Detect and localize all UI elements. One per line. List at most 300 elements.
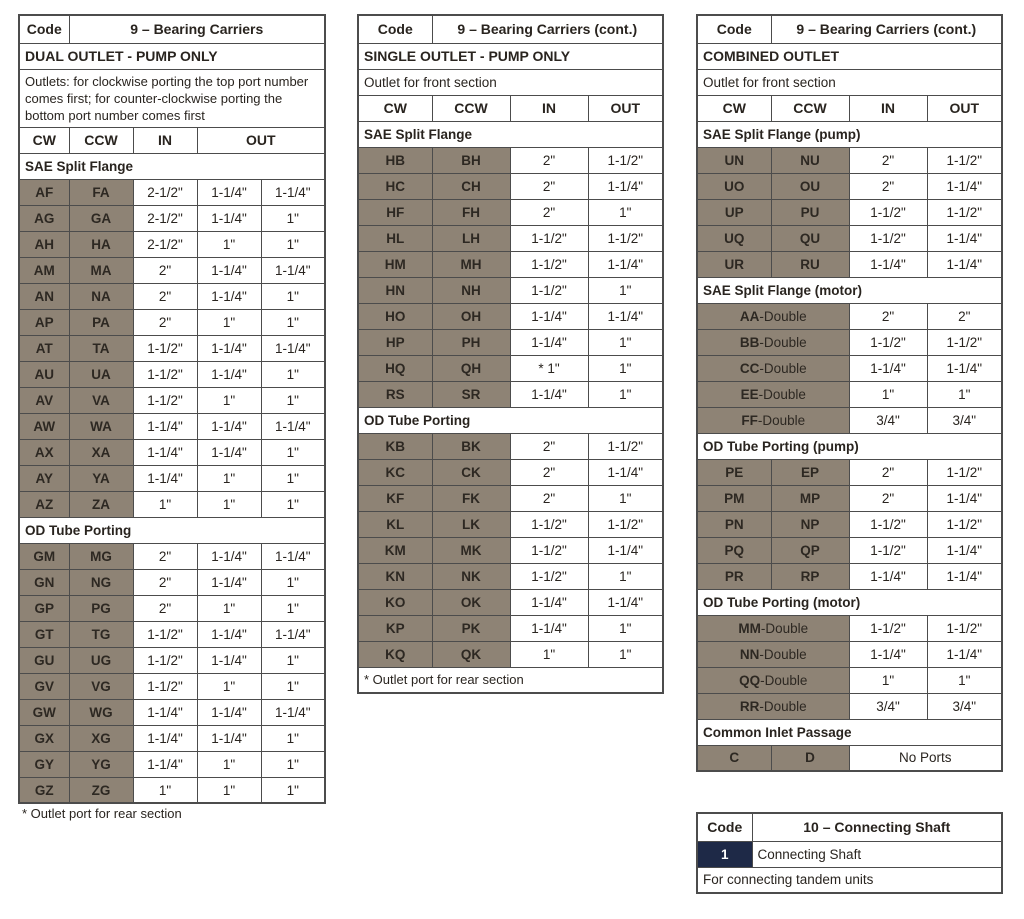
column-header-ccw: CCW	[69, 127, 133, 153]
table-row	[358, 199, 663, 225]
section-header-row	[697, 719, 1002, 745]
value-cell-in: 1"	[510, 641, 588, 667]
column-header-ccw: CCW	[432, 95, 510, 121]
table-row	[358, 225, 663, 251]
value-cell-in: 2"	[849, 173, 927, 199]
code-cell-ccw: VG	[69, 673, 133, 699]
code-cell-double: FF-Double	[697, 407, 849, 433]
table-row	[697, 459, 1002, 485]
value-cell-in: 1-1/2"	[510, 277, 588, 303]
value-cell-out: 1-1/2"	[927, 615, 1002, 641]
code-cell-ccw: OK	[432, 589, 510, 615]
value-cell-out: 1-1/2"	[927, 199, 1002, 225]
value-cell-out: 1"	[261, 361, 325, 387]
table-row	[358, 147, 663, 173]
code-cell-ccw: QP	[771, 537, 849, 563]
code-cell-cw: KO	[358, 589, 432, 615]
value-cell-in: 2"	[849, 303, 927, 329]
value-cell-out: 1-1/4"	[197, 543, 261, 569]
section-header: Common Inlet Passage	[697, 719, 1002, 745]
section-header-row	[358, 121, 663, 147]
table-row	[358, 641, 663, 667]
code-cell-cw: GX	[19, 725, 69, 751]
code-cell-cw: AH	[19, 231, 69, 257]
bearing-carriers-dual-outlet-table	[18, 14, 326, 804]
value-cell-out: 1-1/4"	[197, 725, 261, 751]
value-cell-out: 1"	[588, 563, 663, 589]
code-cell-cw: KN	[358, 563, 432, 589]
value-cell-out: 1-1/4"	[197, 257, 261, 283]
value-cell-in: 2"	[133, 309, 197, 335]
value-cell-out: 1"	[197, 309, 261, 335]
value-cell-out: 1"	[588, 199, 663, 225]
code-cell-cw: HN	[358, 277, 432, 303]
value-cell-out: 1-1/4"	[261, 413, 325, 439]
section-header: OD Tube Porting (pump)	[697, 433, 1002, 459]
code-cell-ccw: QH	[432, 355, 510, 381]
code-cell-ccw: CK	[432, 459, 510, 485]
value-cell-out: 1"	[261, 569, 325, 595]
code-cell-cw: GM	[19, 543, 69, 569]
code-cell-double: QQ-Double	[697, 667, 849, 693]
table-row	[697, 381, 1002, 407]
outlet-note: Outlet for front section	[358, 69, 663, 95]
table-row	[358, 329, 663, 355]
value-cell-out: 3/4"	[927, 693, 1002, 719]
table-subtitle-row	[358, 43, 663, 69]
table-row	[19, 491, 325, 517]
value-cell-in: 1-1/2"	[133, 335, 197, 361]
value-cell-out: 1"	[261, 439, 325, 465]
code-cell-cw: AF	[19, 179, 69, 205]
code-cell-cw: AM	[19, 257, 69, 283]
code-cell-cw: GU	[19, 647, 69, 673]
code-cell-cw: UP	[697, 199, 771, 225]
code-cell-ccw: D	[771, 745, 849, 771]
code-cell-cw: HO	[358, 303, 432, 329]
value-cell-out: 1-1/4"	[927, 641, 1002, 667]
code-cell-ccw: NA	[69, 283, 133, 309]
value-cell-in: 1"	[133, 777, 197, 803]
table-row	[697, 329, 1002, 355]
code-cell-cw: AT	[19, 335, 69, 361]
table-row	[19, 335, 325, 361]
value-cell-out: 1-1/4"	[197, 179, 261, 205]
table-row	[19, 179, 325, 205]
dual-table-footnote: * Outlet port for rear section	[22, 806, 182, 821]
value-cell-in: 1-1/2"	[849, 615, 927, 641]
section-header: SAE Split Flange	[358, 121, 663, 147]
code-cell-cw: AW	[19, 413, 69, 439]
value-cell-out: 1"	[588, 615, 663, 641]
value-cell-in: 1-1/2"	[133, 387, 197, 413]
value-cell-out: 1"	[588, 485, 663, 511]
value-cell-out: 1"	[261, 595, 325, 621]
table-footnote: * Outlet port for rear section	[358, 667, 663, 693]
value-cell-out: 1-1/4"	[261, 257, 325, 283]
value-cell-out: 1-1/4"	[588, 589, 663, 615]
value-cell-out: 1"	[197, 491, 261, 517]
table-row	[358, 511, 663, 537]
value-cell-in: 2-1/2"	[133, 231, 197, 257]
code-cell-cw: PN	[697, 511, 771, 537]
code-cell-ccw: ZA	[69, 491, 133, 517]
code-cell-cw: AZ	[19, 491, 69, 517]
value-cell-out: 1-1/4"	[261, 699, 325, 725]
column-header-out: OUT	[927, 95, 1002, 121]
value-cell-out: 1-1/4"	[927, 537, 1002, 563]
code-cell-ccw: MA	[69, 257, 133, 283]
value-cell-in: 1-1/2"	[133, 361, 197, 387]
value-cell-out: 1-1/2"	[927, 459, 1002, 485]
value-cell-out: 1"	[927, 667, 1002, 693]
code-cell-cw: KC	[358, 459, 432, 485]
value-cell-in: 2-1/2"	[133, 205, 197, 231]
table-row	[19, 543, 325, 569]
column-header-out: OUT	[588, 95, 663, 121]
value-cell-in: 2"	[510, 199, 588, 225]
table-row	[697, 511, 1002, 537]
value-cell-out: 1"	[261, 387, 325, 413]
table-row	[19, 413, 325, 439]
table-subtitle: SINGLE OUTLET - PUMP ONLY	[358, 43, 663, 69]
porting-note: Outlets: for clockwise porting the top port number comes first; for counter-clockwise porting the bottom port number comes first	[19, 69, 325, 127]
table-row	[358, 433, 663, 459]
value-cell-out: 1-1/4"	[588, 173, 663, 199]
section-header-row	[697, 277, 1002, 303]
value-cell-out: 1"	[588, 277, 663, 303]
table-row	[19, 309, 325, 335]
code-cell-ccw: MP	[771, 485, 849, 511]
table-row	[697, 745, 1002, 771]
value-cell-out: 2"	[927, 303, 1002, 329]
table-subtitle-row	[697, 43, 1002, 69]
value-cell-out: 1-1/4"	[927, 173, 1002, 199]
value-cell-in: 3/4"	[849, 693, 927, 719]
code-cell-ccw: MG	[69, 543, 133, 569]
table-subtitle-row	[19, 43, 325, 69]
table-row	[697, 303, 1002, 329]
value-cell-in: 2"	[133, 595, 197, 621]
shaft-note: For connecting tandem units	[697, 867, 1002, 893]
table-row	[358, 563, 663, 589]
code-cell-ccw: PA	[69, 309, 133, 335]
value-cell-in: 2-1/2"	[133, 179, 197, 205]
value-cell-in: 1-1/4"	[133, 699, 197, 725]
value-cell-in: 1-1/4"	[849, 563, 927, 589]
value-cell-out: 1-1/4"	[927, 355, 1002, 381]
value-cell-in: 3/4"	[849, 407, 927, 433]
value-cell-in: 1-1/2"	[849, 225, 927, 251]
code-cell-ccw: GA	[69, 205, 133, 231]
code-cell-ccw: PG	[69, 595, 133, 621]
value-cell-out: 1-1/4"	[261, 543, 325, 569]
table-row	[19, 673, 325, 699]
code-cell-cw: HQ	[358, 355, 432, 381]
table-row	[19, 725, 325, 751]
table-title-row	[697, 813, 1002, 841]
code-label: Code	[19, 15, 69, 43]
code-cell-cw: GP	[19, 595, 69, 621]
table-row	[19, 283, 325, 309]
value-cell-out: 1"	[261, 647, 325, 673]
table-title-row	[697, 15, 1002, 43]
code-cell-ccw: XA	[69, 439, 133, 465]
table-row	[697, 485, 1002, 511]
value-cell-out: 1"	[927, 381, 1002, 407]
code-cell-ccw: RU	[771, 251, 849, 277]
code-cell-cw: HF	[358, 199, 432, 225]
table-row	[697, 251, 1002, 277]
value-cell-in: 1-1/2"	[510, 251, 588, 277]
table-row	[358, 485, 663, 511]
code-cell-cw: HL	[358, 225, 432, 251]
value-cell-out: 1-1/2"	[588, 433, 663, 459]
code-cell-ccw: NH	[432, 277, 510, 303]
code-cell-ccw: RP	[771, 563, 849, 589]
table-row	[19, 387, 325, 413]
code-cell-ccw: OU	[771, 173, 849, 199]
bearing-carriers-single-outlet-table	[357, 14, 664, 694]
value-cell-out: 1"	[261, 751, 325, 777]
table-row	[19, 647, 325, 673]
value-cell-out: 1-1/4"	[197, 569, 261, 595]
value-cell-in: 1"	[133, 491, 197, 517]
code-cell-ccw: BK	[432, 433, 510, 459]
code-cell-ccw: LK	[432, 511, 510, 537]
value-cell-out: 1"	[197, 777, 261, 803]
outlet-note-row	[697, 69, 1002, 95]
value-cell-out: 1"	[197, 231, 261, 257]
value-cell-out: 1-1/4"	[588, 459, 663, 485]
value-cell-out: 1"	[261, 205, 325, 231]
value-cell-out: 1-1/2"	[588, 225, 663, 251]
table-title: 10 – Connecting Shaft	[752, 813, 1002, 841]
code-cell-cw: GZ	[19, 777, 69, 803]
value-cell-out: 1"	[197, 465, 261, 491]
value-cell-out: 1-1/2"	[927, 511, 1002, 537]
value-cell-out: 1-1/4"	[197, 439, 261, 465]
section-header: SAE Split Flange (pump)	[697, 121, 1002, 147]
table-row	[19, 257, 325, 283]
table-row	[697, 641, 1002, 667]
value-cell-out: 1-1/4"	[261, 621, 325, 647]
value-cell-out: 1"	[588, 329, 663, 355]
section-header-row	[697, 589, 1002, 615]
code-cell-double: BB-Double	[697, 329, 849, 355]
code-label: Code	[697, 813, 752, 841]
value-cell-in: 1-1/4"	[510, 589, 588, 615]
code-cell-double: AA-Double	[697, 303, 849, 329]
code-cell-ccw: WG	[69, 699, 133, 725]
code-cell-ccw: WA	[69, 413, 133, 439]
table-title: 9 – Bearing Carriers	[69, 15, 325, 43]
value-cell-out: 1-1/4"	[197, 413, 261, 439]
value-cell-out: 1-1/4"	[927, 485, 1002, 511]
section-header: OD Tube Porting	[19, 517, 325, 543]
value-cell-in: 2"	[510, 433, 588, 459]
code-cell-cw: UO	[697, 173, 771, 199]
code-cell-ccw: MH	[432, 251, 510, 277]
value-cell-out: 1"	[261, 725, 325, 751]
code-cell-ccw: QU	[771, 225, 849, 251]
table-row	[19, 777, 325, 803]
table-row	[358, 537, 663, 563]
code-cell-ccw: QK	[432, 641, 510, 667]
table-row	[19, 621, 325, 647]
code-cell-cw: PM	[697, 485, 771, 511]
code-cell-cw: AX	[19, 439, 69, 465]
value-cell-in: 1-1/4"	[849, 355, 927, 381]
value-cell-out: 1-1/2"	[588, 511, 663, 537]
code-cell-ccw: PU	[771, 199, 849, 225]
value-cell-out: 1"	[197, 673, 261, 699]
table-row	[358, 277, 663, 303]
section-header: OD Tube Porting (motor)	[697, 589, 1002, 615]
column-header-out: OUT	[197, 127, 325, 153]
value-cell-out: 1-1/4"	[197, 283, 261, 309]
code-cell-ccw: PK	[432, 615, 510, 641]
value-cell-out: 1-1/2"	[927, 329, 1002, 355]
value-cell-out: 1-1/4"	[197, 621, 261, 647]
table-row	[697, 147, 1002, 173]
code-cell-ccw: CH	[432, 173, 510, 199]
value-cell-out: 1"	[588, 381, 663, 407]
code-cell-ccw: OH	[432, 303, 510, 329]
code-cell-ccw: HA	[69, 231, 133, 257]
value-cell-out: 1"	[261, 309, 325, 335]
value-cell-out: 1-1/4"	[588, 537, 663, 563]
table-row	[697, 355, 1002, 381]
bearing-carriers-combined-outlet-table	[696, 14, 1003, 772]
section-header: SAE Split Flange	[19, 153, 325, 179]
value-cell-out: 1-1/4"	[588, 303, 663, 329]
column-header-cw: CW	[358, 95, 432, 121]
code-cell-cw: GW	[19, 699, 69, 725]
table-row	[358, 459, 663, 485]
code-cell-cw: AU	[19, 361, 69, 387]
table-row	[19, 569, 325, 595]
code-cell-cw: RS	[358, 381, 432, 407]
column-header-row	[19, 127, 325, 153]
value-cell-in: 1-1/4"	[510, 381, 588, 407]
value-cell-out: 1"	[261, 283, 325, 309]
code-cell-ccw: NK	[432, 563, 510, 589]
code-cell-ccw: EP	[771, 459, 849, 485]
value-cell-out: 1"	[261, 491, 325, 517]
code-cell-cw: AV	[19, 387, 69, 413]
code-cell-cw: KF	[358, 485, 432, 511]
section-header-row	[19, 153, 325, 179]
code-cell-cw: AN	[19, 283, 69, 309]
table-row	[358, 381, 663, 407]
table-note-row	[19, 69, 325, 127]
shaft-code-row	[697, 841, 1002, 867]
code-cell-cw: GY	[19, 751, 69, 777]
value-cell-in: 1-1/2"	[849, 511, 927, 537]
table-row	[358, 251, 663, 277]
code-cell-cw: HC	[358, 173, 432, 199]
value-cell-out: 1"	[261, 673, 325, 699]
value-cell-in: 2"	[510, 485, 588, 511]
code-cell-cw: AY	[19, 465, 69, 491]
value-cell-in: 2"	[133, 569, 197, 595]
code-cell-ccw: NP	[771, 511, 849, 537]
value-cell-out: 1-1/4"	[261, 335, 325, 361]
code-cell-cw: HP	[358, 329, 432, 355]
section-header: SAE Split Flange (motor)	[697, 277, 1002, 303]
value-cell-out: 1"	[588, 355, 663, 381]
code-cell-ccw: PH	[432, 329, 510, 355]
outlet-note-row	[358, 69, 663, 95]
value-cell-in: 1-1/2"	[133, 673, 197, 699]
code-cell-ccw: TA	[69, 335, 133, 361]
code-cell-double: MM-Double	[697, 615, 849, 641]
value-cell-out: 1-1/2"	[927, 147, 1002, 173]
table-row	[19, 361, 325, 387]
value-cell-out: 1-1/4"	[261, 179, 325, 205]
table-row	[19, 465, 325, 491]
table-title: 9 – Bearing Carriers (cont.)	[771, 15, 1002, 43]
code-cell-cw: KM	[358, 537, 432, 563]
code-cell-cw: PR	[697, 563, 771, 589]
code-cell-cw: GN	[19, 569, 69, 595]
value-cell-out: 1-1/4"	[197, 699, 261, 725]
code-cell-ccw: UG	[69, 647, 133, 673]
value-cell-in: 1-1/2"	[133, 647, 197, 673]
value-cell-ports: No Ports	[849, 745, 1002, 771]
value-cell-in: 1-1/2"	[510, 537, 588, 563]
code-cell-cw: HM	[358, 251, 432, 277]
footnote-row	[358, 667, 663, 693]
table-row	[19, 699, 325, 725]
table-row	[358, 615, 663, 641]
code-cell-ccw: SR	[432, 381, 510, 407]
code-cell-cw: KQ	[358, 641, 432, 667]
value-cell-out: 1-1/4"	[197, 361, 261, 387]
table-title-row	[19, 15, 325, 43]
value-cell-out: 1"	[261, 231, 325, 257]
section-header-row	[697, 433, 1002, 459]
value-cell-out: 1"	[588, 641, 663, 667]
value-cell-in: 1-1/2"	[849, 329, 927, 355]
value-cell-in: 1-1/4"	[133, 439, 197, 465]
code-cell-ccw: FA	[69, 179, 133, 205]
value-cell-out: 1"	[197, 387, 261, 413]
code-cell-ccw: YA	[69, 465, 133, 491]
outlet-note: Outlet for front section	[697, 69, 1002, 95]
column-header-cw: CW	[19, 127, 69, 153]
value-cell-in: 1"	[849, 381, 927, 407]
code-cell-cw: HB	[358, 147, 432, 173]
value-cell-in: 1-1/4"	[849, 641, 927, 667]
code-cell-cw: GT	[19, 621, 69, 647]
value-cell-in: 1-1/4"	[133, 751, 197, 777]
table-row	[697, 537, 1002, 563]
value-cell-out: 1-1/4"	[197, 647, 261, 673]
value-cell-out: 1-1/4"	[197, 205, 261, 231]
column-header-cw: CW	[697, 95, 771, 121]
table-row	[697, 563, 1002, 589]
code-cell-double: CC-Double	[697, 355, 849, 381]
value-cell-in: 2"	[133, 283, 197, 309]
value-cell-in: 2"	[849, 147, 927, 173]
column-header-in: IN	[510, 95, 588, 121]
table-row	[697, 667, 1002, 693]
value-cell-in: 2"	[133, 257, 197, 283]
section-header-row	[358, 407, 663, 433]
shaft-name-cell: Connecting Shaft	[752, 841, 1002, 867]
